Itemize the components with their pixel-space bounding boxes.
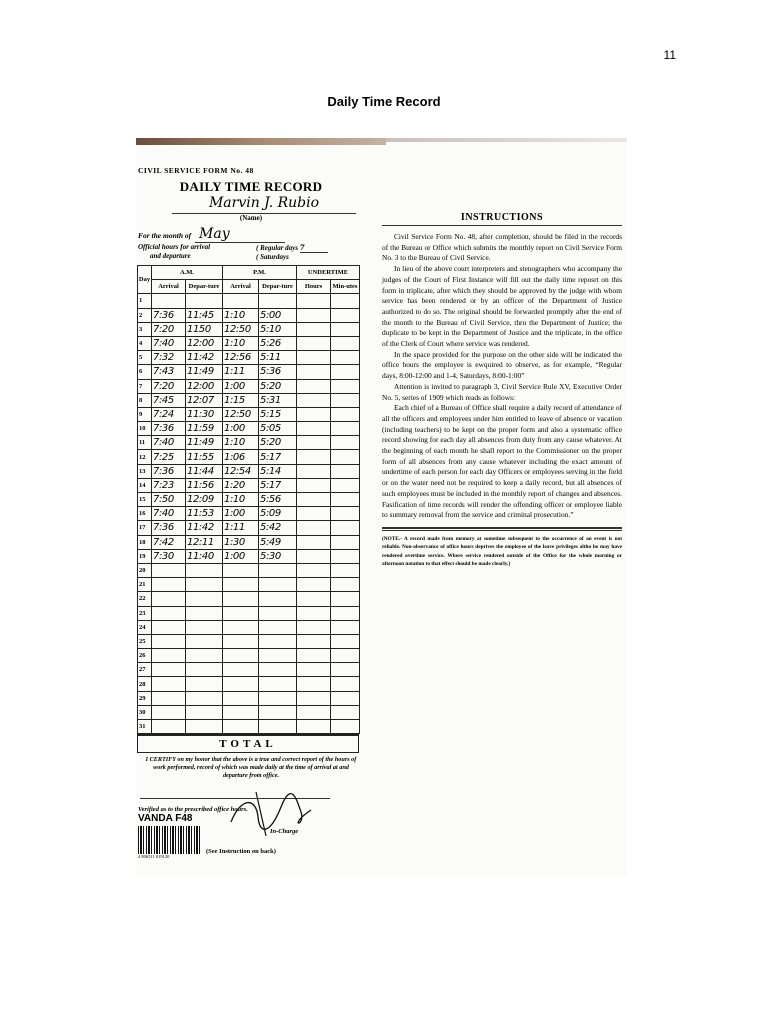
am-departure-cell: 12:00 [186, 379, 223, 393]
am-arrival-cell: 7:25 [152, 450, 186, 464]
regular-days-label: ( Regular days [256, 244, 298, 252]
header-pm-arrival: Arrival [223, 280, 259, 294]
header-pm-departure: Depar-ture [259, 280, 297, 294]
undertime-minutes-cell [331, 450, 360, 464]
employee-name: Marvin J. Rubio [172, 195, 356, 214]
undertime-hours-cell [297, 308, 331, 322]
pm-departure-cell: 5:30 [259, 549, 297, 563]
undertime-minutes-cell [331, 294, 360, 308]
pm-departure-cell: 5:11 [259, 351, 297, 365]
undertime-minutes-cell [331, 365, 360, 379]
pm-arrival-cell [223, 563, 259, 577]
am-departure-cell: 12:09 [186, 493, 223, 507]
divider [382, 530, 622, 531]
undertime-hours-cell [297, 592, 331, 606]
day-cell: 24 [138, 620, 152, 634]
am-departure-cell: 11:45 [186, 308, 223, 322]
form-number: CIVIL SERVICE FORM No. 48 [138, 166, 254, 175]
table-row [138, 606, 360, 620]
am-arrival-cell [152, 691, 186, 705]
instructions-title: INSTRUCTIONS [460, 212, 544, 223]
undertime-hours-cell [297, 677, 331, 691]
day-cell: 18 [138, 535, 152, 549]
undertime-hours-cell [297, 365, 331, 379]
table-row [138, 535, 360, 549]
table-row [138, 521, 360, 535]
pm-departure-cell [259, 294, 297, 308]
am-arrival-cell [152, 592, 186, 606]
pm-arrival-cell: 1:11 [223, 365, 259, 379]
header-pm: P.M. [223, 266, 297, 280]
am-arrival-cell [152, 606, 186, 620]
pm-departure-cell: 5:20 [259, 436, 297, 450]
pm-arrival-cell: 1:30 [223, 535, 259, 549]
time-record-table [137, 265, 360, 734]
scan-edge-strip [136, 138, 386, 145]
day-cell: 17 [138, 521, 152, 535]
undertime-minutes-cell [331, 691, 360, 705]
am-arrival-cell: 7:24 [152, 407, 186, 421]
table-row [138, 677, 360, 691]
undertime-hours-cell [297, 450, 331, 464]
undertime-hours-cell [297, 507, 331, 521]
pm-departure-cell: 5:17 [259, 478, 297, 492]
am-arrival-cell: 7:30 [152, 549, 186, 563]
header-undertime: UNDERTIME [297, 266, 360, 280]
pm-arrival-cell: 1:00 [223, 507, 259, 521]
undertime-minutes-cell [331, 563, 360, 577]
am-departure-cell: 12:00 [186, 336, 223, 350]
undertime-hours-cell [297, 563, 331, 577]
instruction-paragraph: Attention is invited to paragraph 3, Civil Service Rule XV, Executive Order No. 5, series of 1909 which reads as follows: [382, 381, 622, 402]
undertime-minutes-cell [331, 436, 360, 450]
official-hours [138, 243, 366, 262]
undertime-hours-cell [297, 493, 331, 507]
pm-arrival-cell: 1:00 [223, 379, 259, 393]
day-cell: 25 [138, 634, 152, 648]
table-row [138, 563, 360, 577]
undertime-minutes-cell [331, 720, 360, 734]
am-departure-cell [186, 677, 223, 691]
pm-arrival-cell [223, 705, 259, 719]
brand-label: VANDA F48 [138, 813, 193, 824]
am-arrival-cell: 7:50 [152, 493, 186, 507]
undertime-minutes-cell [331, 336, 360, 350]
undertime-hours-cell [297, 478, 331, 492]
undertime-minutes-cell [331, 549, 360, 563]
see-instruction-note: (See Instruction on back) [206, 848, 276, 855]
table-row [138, 705, 360, 719]
day-cell: 15 [138, 493, 152, 507]
day-cell: 21 [138, 578, 152, 592]
barcode-number: 4 806511 819120 [138, 854, 170, 859]
scanned-form-image [136, 138, 627, 876]
am-arrival-cell: 7:20 [152, 379, 186, 393]
am-departure-cell: 11:49 [186, 436, 223, 450]
table-row [138, 422, 360, 436]
header-am-departure: Depar-ture [186, 280, 223, 294]
undertime-minutes-cell [331, 478, 360, 492]
table-row [138, 322, 360, 336]
pm-arrival-cell: 12:54 [223, 464, 259, 478]
undertime-hours-cell [297, 549, 331, 563]
undertime-minutes-cell [331, 521, 360, 535]
table-row [138, 634, 360, 648]
am-departure-cell [186, 294, 223, 308]
page-number: 11 [663, 48, 676, 62]
undertime-minutes-cell [331, 379, 360, 393]
undertime-minutes-cell [331, 322, 360, 336]
pm-departure-cell: 5:00 [259, 308, 297, 322]
undertime-minutes-cell [331, 620, 360, 634]
am-departure-cell: 11:55 [186, 450, 223, 464]
pm-departure-cell: 5:42 [259, 521, 297, 535]
day-cell: 13 [138, 464, 152, 478]
am-departure-cell: 11:59 [186, 422, 223, 436]
undertime-hours-cell [297, 336, 331, 350]
undertime-hours-cell [297, 535, 331, 549]
pm-arrival-cell [223, 620, 259, 634]
day-cell: 5 [138, 351, 152, 365]
undertime-hours-cell [297, 634, 331, 648]
pm-arrival-cell [223, 294, 259, 308]
table-row [138, 308, 360, 322]
pm-arrival-cell: 1:00 [223, 549, 259, 563]
undertime-minutes-cell [331, 663, 360, 677]
am-arrival-cell: 7:43 [152, 365, 186, 379]
am-arrival-cell [152, 663, 186, 677]
am-arrival-cell [152, 705, 186, 719]
undertime-minutes-cell [331, 393, 360, 407]
day-cell: 11 [138, 436, 152, 450]
pm-departure-cell [259, 649, 297, 663]
verified-text: Verified as to the prescribed office hours. [138, 806, 248, 813]
am-arrival-cell: 7:36 [152, 521, 186, 535]
pm-arrival-cell [223, 606, 259, 620]
pm-arrival-cell [223, 634, 259, 648]
pm-arrival-cell: 1:11 [223, 521, 259, 535]
undertime-minutes-cell [331, 634, 360, 648]
am-departure-cell: 11:42 [186, 521, 223, 535]
pm-arrival-cell [223, 649, 259, 663]
pm-arrival-cell: 1:10 [223, 336, 259, 350]
undertime-minutes-cell [331, 407, 360, 421]
month-value: May [195, 226, 285, 243]
table-row [138, 478, 360, 492]
certify-statement: I CERTIFY on my honor that the above is a true and correct report of the hours of work performed, record of which was made daily at the time of arrival at and departure from office. [145, 756, 357, 780]
pm-departure-cell: 5:26 [259, 336, 297, 350]
pm-departure-cell [259, 634, 297, 648]
table-row [138, 436, 360, 450]
day-cell: 2 [138, 308, 152, 322]
undertime-minutes-cell [331, 507, 360, 521]
undertime-hours-cell [297, 663, 331, 677]
am-departure-cell [186, 720, 223, 734]
undertime-hours-cell [297, 351, 331, 365]
table-row [138, 464, 360, 478]
am-departure-cell [186, 563, 223, 577]
pm-arrival-cell: 12:56 [223, 351, 259, 365]
header-am-arrival: Arrival [152, 280, 186, 294]
undertime-hours-cell [297, 606, 331, 620]
day-cell: 30 [138, 705, 152, 719]
am-arrival-cell [152, 649, 186, 663]
pm-arrival-cell: 12:50 [223, 322, 259, 336]
undertime-hours-cell [297, 379, 331, 393]
day-cell: 12 [138, 450, 152, 464]
table-row [138, 407, 360, 421]
pm-arrival-cell: 1:20 [223, 478, 259, 492]
table-row [138, 294, 360, 308]
day-cell: 9 [138, 407, 152, 421]
instruction-paragraph: In lieu of the above court interpreters and stenographers who accompany the judges of the Court of First Instance will fill out the daily time reposrt on this form in triplicate, after which they should be approved by the judge with whom service has been rendered or by an officer of the Department of Justice authorized to do so. The original should be forwarded promptly after the end of the month to the Bureau of Civil Service, thru the Department of Justice; the duplicate to be kept in the Department of Justice and the triplicate, in the office of the Clerk of Court where service was rendered. [382, 264, 622, 349]
am-arrival-cell [152, 578, 186, 592]
am-departure-cell [186, 705, 223, 719]
form-title: DAILY TIME RECORD [179, 179, 323, 194]
am-departure-cell [186, 606, 223, 620]
am-departure-cell [186, 663, 223, 677]
am-departure-cell: 11:30 [186, 407, 223, 421]
am-arrival-cell [152, 563, 186, 577]
table-row [138, 691, 360, 705]
and-departure-label: and departure [150, 252, 191, 260]
am-arrival-cell: 7:40 [152, 507, 186, 521]
undertime-minutes-cell [331, 308, 360, 322]
pm-departure-cell [259, 705, 297, 719]
barcode [138, 826, 200, 854]
pm-arrival-cell [223, 677, 259, 691]
am-departure-cell [186, 649, 223, 663]
table-row [138, 549, 360, 563]
am-arrival-cell [152, 294, 186, 308]
am-arrival-cell [152, 634, 186, 648]
am-arrival-cell: 7:32 [152, 351, 186, 365]
am-arrival-cell [152, 720, 186, 734]
am-departure-cell: 12:11 [186, 535, 223, 549]
am-arrival-cell: 7:42 [152, 535, 186, 549]
pm-arrival-cell: 12:50 [223, 407, 259, 421]
undertime-minutes-cell [331, 535, 360, 549]
undertime-minutes-cell [331, 464, 360, 478]
table-row [138, 450, 360, 464]
pm-arrival-cell: 1:06 [223, 450, 259, 464]
am-departure-cell: 11:49 [186, 365, 223, 379]
dtr-form [136, 166, 366, 780]
undertime-hours-cell [297, 407, 331, 421]
undertime-hours-cell [297, 322, 331, 336]
am-departure-cell: 11:56 [186, 478, 223, 492]
undertime-minutes-cell [331, 677, 360, 691]
pm-departure-cell: 5:10 [259, 322, 297, 336]
table-row [138, 379, 360, 393]
undertime-minutes-cell [331, 578, 360, 592]
am-arrival-cell: 7:36 [152, 422, 186, 436]
pm-arrival-cell: 1:15 [223, 393, 259, 407]
day-cell: 6 [138, 365, 152, 379]
in-charge-label: In-Charge [270, 828, 299, 835]
day-cell: 19 [138, 549, 152, 563]
undertime-hours-cell [297, 464, 331, 478]
day-cell: 4 [138, 336, 152, 350]
undertime-minutes-cell [331, 493, 360, 507]
scan-edge-strip [386, 138, 627, 142]
undertime-hours-cell [297, 521, 331, 535]
divider [382, 527, 622, 529]
undertime-hours-cell [297, 705, 331, 719]
instruction-paragraph: Each chief of a Bureau of Office shall require a daily record of attendance of all the officers and employees under him entitled to leave of absence or vacation (including teachers) to be kept on the proper form and also a systematic office record showing for each day all absences from duty from any cause whatever. At the beginning of each month he shall report to the Commissioner on the proper form of all absences from any cause whatever including the exact amount of undertime of each person for each day Officers or employees serving in the field or on the water need not be required to keep a daily record, but all absences of such employees must be included in the monthly report of changes and absences. Fasification of time records will render the offending officer or employee liable to summary removal from the service and criminal prosecution.” [382, 403, 622, 520]
month-line [138, 226, 366, 243]
header-am: A.M. [152, 266, 223, 280]
pm-arrival-cell: 1:10 [223, 436, 259, 450]
am-departure-cell: 11:40 [186, 549, 223, 563]
undertime-hours-cell [297, 720, 331, 734]
day-cell: 1 [138, 294, 152, 308]
day-cell: 20 [138, 563, 152, 577]
instruction-note: (NOTE.- A record made from memory at sometime subsequent to the occurrence of an event is not reliable. Non-observance of office hours deprives the employee of the leave privileges altho he may have rendered overtime service. Where service rendered outside of the Office for the whole morning or afternoon notation to that effect should be made clearly.) [382, 535, 622, 568]
saturdays-label: ( Saturdays [256, 253, 289, 261]
table-row [138, 663, 360, 677]
day-cell: 23 [138, 606, 152, 620]
am-arrival-cell: 7:40 [152, 336, 186, 350]
header-minutes: Min-utes [331, 280, 360, 294]
am-departure-cell [186, 578, 223, 592]
pm-departure-cell: 5:05 [259, 422, 297, 436]
pm-arrival-cell: 1:10 [223, 493, 259, 507]
day-cell: 27 [138, 663, 152, 677]
day-cell: 8 [138, 393, 152, 407]
pm-arrival-cell [223, 663, 259, 677]
pm-departure-cell [259, 578, 297, 592]
am-arrival-cell [152, 677, 186, 691]
pm-departure-cell: 5:56 [259, 493, 297, 507]
pm-departure-cell: 5:09 [259, 507, 297, 521]
day-cell: 29 [138, 691, 152, 705]
instruction-paragraph: Civil Service Form No. 48, after completion, should be filed in the records of the Bureau or Office which submits the monthly report on Civil Service Form No. 3 to the Bureau of Civil Service. [382, 232, 622, 263]
am-arrival-cell [152, 620, 186, 634]
pm-departure-cell: 5:20 [259, 379, 297, 393]
table-row [138, 578, 360, 592]
day-cell: 14 [138, 478, 152, 492]
pm-departure-cell [259, 592, 297, 606]
table-row [138, 365, 360, 379]
pm-departure-cell: 5:31 [259, 393, 297, 407]
name-label: (Name) [239, 214, 263, 222]
undertime-hours-cell [297, 422, 331, 436]
table-row [138, 720, 360, 734]
table-row [138, 592, 360, 606]
am-departure-cell [186, 634, 223, 648]
pm-departure-cell: 5:17 [259, 450, 297, 464]
day-cell: 31 [138, 720, 152, 734]
total-row: TOTAL [137, 734, 359, 753]
pm-arrival-cell [223, 691, 259, 705]
undertime-hours-cell [297, 393, 331, 407]
pm-departure-cell [259, 720, 297, 734]
undertime-hours-cell [297, 691, 331, 705]
undertime-hours-cell [297, 294, 331, 308]
pm-arrival-cell: 1:00 [223, 422, 259, 436]
am-arrival-cell: 7:45 [152, 393, 186, 407]
am-arrival-cell: 7:36 [152, 308, 186, 322]
table-row [138, 351, 360, 365]
undertime-hours-cell [297, 620, 331, 634]
undertime-minutes-cell [331, 422, 360, 436]
am-departure-cell [186, 691, 223, 705]
table-row [138, 620, 360, 634]
am-departure-cell [186, 592, 223, 606]
am-departure-cell: 12:07 [186, 393, 223, 407]
pm-arrival-cell [223, 720, 259, 734]
pm-departure-cell [259, 606, 297, 620]
page-title: Daily Time Record [327, 94, 441, 109]
header-day: Day [138, 266, 152, 294]
month-label: For the month of [138, 231, 192, 240]
table-row [138, 493, 360, 507]
pm-departure-cell: 5:14 [259, 464, 297, 478]
am-departure-cell: 11:53 [186, 507, 223, 521]
am-arrival-cell: 7:23 [152, 478, 186, 492]
divider [382, 225, 622, 226]
table-row [138, 649, 360, 663]
official-hours-label: Official hours for arrival [138, 243, 211, 251]
undertime-minutes-cell [331, 592, 360, 606]
am-departure-cell: 1150 [186, 322, 223, 336]
table-row [138, 336, 360, 350]
table-row [138, 507, 360, 521]
am-departure-cell: 11:42 [186, 351, 223, 365]
undertime-hours-cell [297, 436, 331, 450]
undertime-hours-cell [297, 649, 331, 663]
undertime-minutes-cell [331, 649, 360, 663]
pm-departure-cell [259, 677, 297, 691]
am-arrival-cell: 7:40 [152, 436, 186, 450]
day-cell: 26 [138, 649, 152, 663]
header-hours: Hours [297, 280, 331, 294]
am-departure-cell [186, 620, 223, 634]
pm-arrival-cell [223, 578, 259, 592]
am-arrival-cell: 7:20 [152, 322, 186, 336]
pm-departure-cell [259, 620, 297, 634]
instruction-paragraph: In the space provided for the purpose on the other side will be indicated the office hours the employee is ewquired to observe, as for example, “Regular days, 8:00-12:00 and 1-4, Saturdays, 8:00-1:00” [382, 349, 622, 381]
day-cell: 22 [138, 592, 152, 606]
pm-departure-cell: 5:36 [259, 365, 297, 379]
day-cell: 28 [138, 677, 152, 691]
day-cell: 16 [138, 507, 152, 521]
pm-departure-cell: 5:15 [259, 407, 297, 421]
undertime-minutes-cell [331, 351, 360, 365]
undertime-minutes-cell [331, 705, 360, 719]
regular-days-value: 7 [300, 243, 328, 253]
day-cell: 7 [138, 379, 152, 393]
undertime-minutes-cell [331, 606, 360, 620]
am-departure-cell: 11:44 [186, 464, 223, 478]
pm-departure-cell [259, 663, 297, 677]
day-cell: 3 [138, 322, 152, 336]
instructions-panel [382, 212, 622, 569]
verification-block [138, 806, 368, 859]
pm-departure-cell: 5:49 [259, 535, 297, 549]
pm-departure-cell [259, 563, 297, 577]
table-row [138, 393, 360, 407]
pm-arrival-cell: 1:10 [223, 308, 259, 322]
pm-arrival-cell [223, 592, 259, 606]
am-arrival-cell: 7:36 [152, 464, 186, 478]
pm-departure-cell [259, 691, 297, 705]
day-cell: 10 [138, 422, 152, 436]
undertime-hours-cell [297, 578, 331, 592]
